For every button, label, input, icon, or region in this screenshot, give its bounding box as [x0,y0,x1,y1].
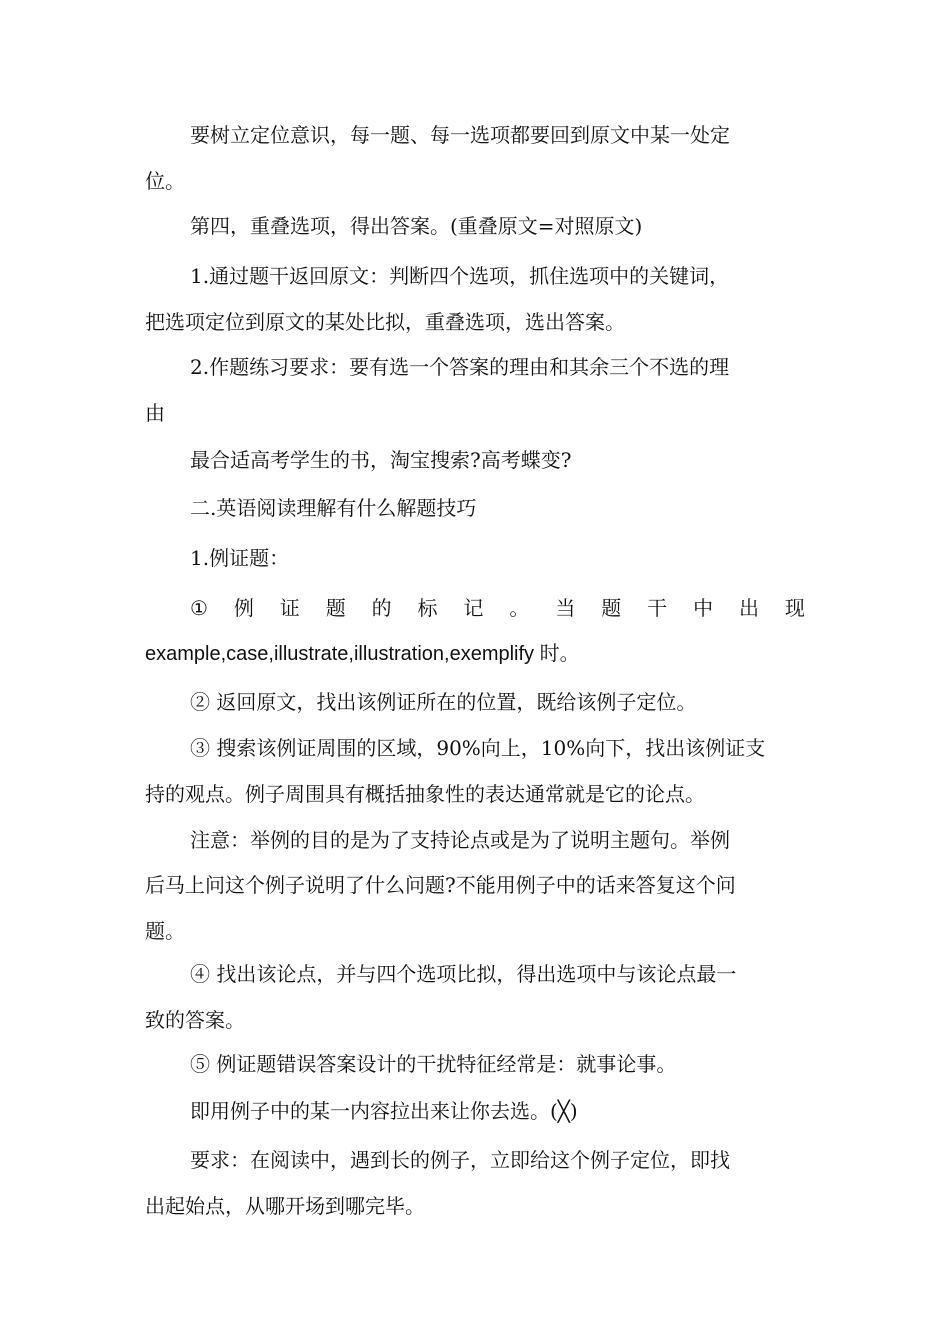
paragraph-line: 1.通过题干返回原文：判断四个选项，抓住选项中的关键词， [190,264,730,288]
justified-char: 题 [601,596,622,620]
paragraph-line: 持的观点。例子周围具有概括抽象性的表达通常就是它的论点。 [145,782,705,806]
justified-char: 现 [784,596,805,620]
paragraph-line: 即用例子中的某一内容拉出来让你去选。(╳) [190,1099,578,1123]
paragraph-line: 题。 [145,919,185,943]
justified-char: 出 [739,596,759,620]
paragraph-line: ④ 找出该论点，并与四个选项比拟，得出选项中与该论点最一 [190,962,737,986]
paragraph-line: 致的答案。 [145,1008,245,1032]
justified-char: ① [190,596,208,620]
paragraph-line: 后马上问这个例子说明了什么问题?不能用例子中的话来答复这个问 [145,873,736,897]
paragraph-line: example,case,illustrate,illustration,exemplify 时。 [145,643,580,665]
subsection-heading: 1.例证题： [190,546,290,570]
paragraph-line: 注意：举例的目的是为了支持论点或是为了说明主题句。举例 [190,828,730,852]
justified-char: 当 [555,596,576,620]
paragraph-line: 把选项定位到原文的某处比拟，重叠选项，选出答案。 [145,310,625,334]
paragraph-line: ③ 搜索该例证周围的区域，90%向上，10%向下，找出该例证支 [190,736,766,760]
paragraph-line: 最合适高考学生的书，淘宝搜索?高考蝶变? [190,448,572,472]
justified-char: 题 [325,596,346,620]
justified-char: 标 [417,596,438,620]
paragraph-line: 第四，重叠选项，得出答案。(重叠原文=对照原文) [190,214,643,238]
paragraph-line: 由 [145,401,165,425]
paragraph-line: ⑤ 例证题错误答案设计的干扰特征经常是：就事论事。 [190,1052,677,1076]
justified-char: 。 [509,596,530,620]
section-heading: 二.英语阅读理解有什么解题技巧 [190,496,477,520]
paragraph-line: 要求：在阅读中，遇到长的例子，立即给这个例子定位，即找 [190,1148,730,1172]
paragraph-line: 要树立定位意识，每一题、每一选项都要回到原文中某一处定 [190,123,730,147]
paragraph-line: 出起始点，从哪开场到哪完毕。 [145,1194,425,1218]
paragraph-line: ② 返回原文，找出该例证所在的位置，既给该例子定位。 [190,690,697,714]
justified-char: 例 [233,596,254,620]
justified-char: 的 [371,596,392,620]
justified-line [190,594,805,622]
paragraph-line: 位。 [145,169,185,193]
paragraph-line: 2.作题练习要求：要有选一个答案的理由和其余三个不选的理 [190,355,730,379]
justified-char: 记 [463,596,484,620]
justified-char: 证 [279,596,300,620]
justified-char: 中 [693,596,714,620]
justified-char: 干 [647,596,668,620]
